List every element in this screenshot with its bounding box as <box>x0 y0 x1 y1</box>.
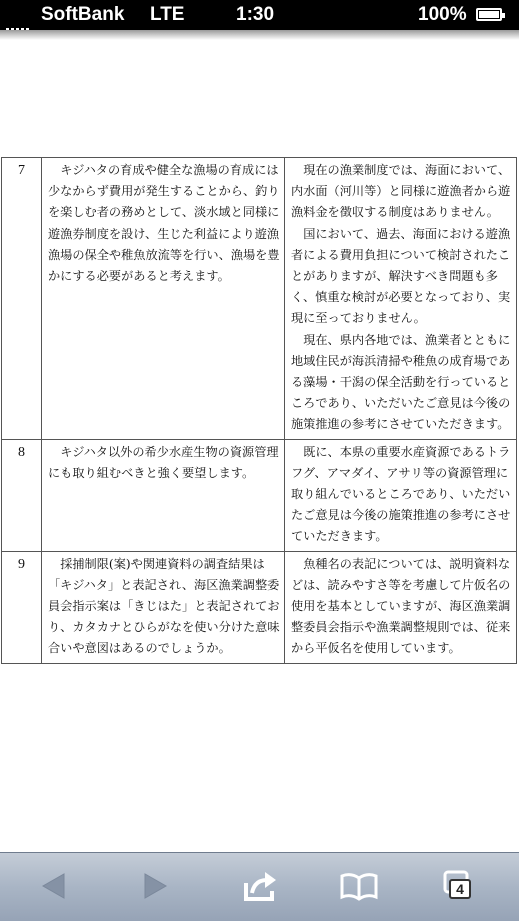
response-text: 現在の漁業制度では、海面において、内水面（河川等）と同様に遊漁者から遊漁料金を徴収する制度はありません。 <box>291 163 511 220</box>
signal-strength-icon <box>6 10 31 32</box>
opinion-text: キジハタの育成や健全な漁場の育成には少なからず費用が発生することから、釣りを楽しむ者の務めとして、淡水域と同様に遊漁券制度を設け、生じた利益により遊漁漁場の保全や稚魚放流等を行い、漁場を豊かにする必要があると考えます。 <box>48 163 280 284</box>
share-icon <box>240 869 280 903</box>
carrier-name: SoftBank <box>41 4 125 25</box>
page-top-shadow <box>0 30 519 40</box>
response-cell <box>285 439 517 551</box>
table-row <box>2 551 517 663</box>
opinion-cell <box>42 439 285 551</box>
bookmarks-button[interactable] <box>339 869 379 903</box>
network-type: LTE <box>150 4 185 25</box>
battery-percentage: 100% <box>418 4 467 25</box>
tab-count-badge: 4 <box>449 879 471 899</box>
clock: 1:30 <box>236 4 275 25</box>
opinions-table <box>1 157 517 664</box>
opinion-cell <box>42 551 285 663</box>
forward-button[interactable] <box>135 869 175 903</box>
row-number: 8 <box>2 439 42 551</box>
status-bar <box>0 0 519 30</box>
table-row <box>2 158 517 440</box>
response-cell <box>285 551 517 663</box>
opinion-text: キジハタ以外の希少水産生物の資源管理にも取り組むべきと強く要望します。 <box>48 444 279 480</box>
back-icon <box>34 869 74 903</box>
opinion-text: 採捕制限(案)や関連資料の調査結果は「キジハタ」と表記され、海区漁業調整委員会指示案は「きじはた」と表記されており、カタカナとひらがなを使い分けた意味合いや意図はあるのでしょうか。 <box>48 556 280 656</box>
row-number: 7 <box>2 158 42 440</box>
forward-icon <box>135 869 175 903</box>
response-cell <box>285 158 517 440</box>
bookmarks-icon <box>339 869 379 903</box>
response-text: 魚種名の表記については、説明資料などは、読みやすさ等を考慮して片仮名の使用を基本としていますが、海区漁業調整委員会指示や漁業調整規則では、従来から平仮名を使用しています。 <box>291 556 511 656</box>
response-text: 国において、過去、海面における遊漁者による費用負担について検討されたことがありますが、解決すべき問題も多く、慎重な検討が必要となっており、実現に至っておりません。 <box>291 226 511 326</box>
back-button[interactable] <box>34 869 74 903</box>
browser-toolbar <box>0 852 519 921</box>
response-text: 現在、県内各地では、漁業者とともに地域住民が海浜清掃や稚魚の成育場である藻場・干潟の保全活動を行っているところであり、いただいたご意見は今後の施策推進の参考にさせていただきます。 <box>291 332 511 432</box>
opinion-cell <box>42 158 285 440</box>
response-text: 既に、本県の重要水産資源であるトラフグ、アマダイ、アサリ等の資源管理に取り組んでいるところであり、いただいたご意見は今後の施策推進の参考にさせていただきます。 <box>291 444 511 544</box>
tabs-button[interactable] <box>441 869 481 903</box>
row-number: 9 <box>2 551 42 663</box>
battery-icon <box>476 8 502 21</box>
share-button[interactable] <box>240 869 280 903</box>
table-row <box>2 439 517 551</box>
